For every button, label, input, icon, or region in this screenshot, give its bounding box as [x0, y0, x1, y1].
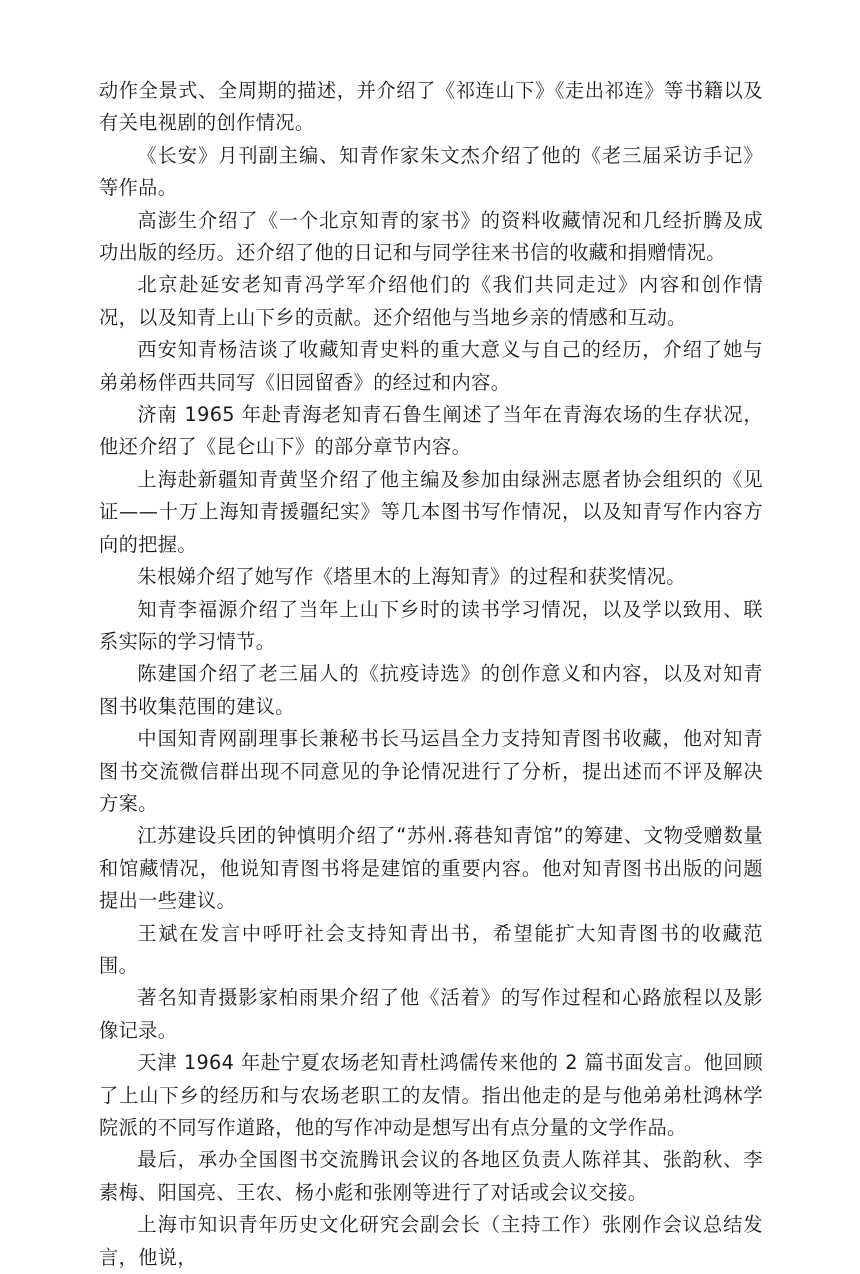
paragraph-14: 著名知青摄影家柏雨果介绍了他《活着》的写作过程和心路旅程以及影像记录。: [99, 986, 763, 1042]
document-body: [99, 75, 763, 1274]
paragraph-3: 高澎生介绍了《一个北京知青的家书》的资料收藏情况和几经折腾及成功出版的经历。还介绍了他的日记和与同学往来书信的收藏和捐赠情况。: [99, 208, 763, 265]
paragraph-13: 王斌在发言中呼吁社会支持知青出书，希望能扩大知青图书的收藏范围。: [99, 921, 763, 977]
paragraph-10: 陈建国介绍了老三届人的《抗疫诗选》的创作意义和内容，以及对知青图书收集范围的建议。: [99, 662, 763, 718]
paragraph-7: 上海赴新疆知青黄坚介绍了他主编及参加由绿洲志愿者协会组织的《见证——十万上海知青援疆纪实》等几本图书写作情况，以及知青写作内容方向的把握。: [99, 467, 763, 556]
paragraph-15: 天津 1964 年赴宁夏农场老知青杜鸿儒传来他的 2 篇书面发言。他回顾了上山下乡的经历和与农场老职工的友情。指出他走的是与他弟弟杜鸿林学院派的不同写作道路，他的写作冲动是想写出有点分量的文学作品。: [99, 1051, 763, 1139]
paragraph-1: 动作全景式、全周期的描述，并介绍了《祁连山下》《走出祁连》等书籍以及有关电视剧的创作情况。: [99, 79, 763, 135]
paragraph-4: 北京赴延安老知青冯学军介绍他们的《我们共同走过》内容和创作情况，以及知青上山下乡的贡献。还介绍他与当地乡亲的情感和互动。: [99, 273, 763, 329]
paragraph-6: 济南 1965 年赴青海老知青石鲁生阐述了当年在青海农场的生存状况，他还介绍了《昆仑山下》的部分章节内容。: [99, 403, 763, 459]
paragraph-9: 知青李福源介绍了当年上山下乡时的读书学习情况，以及学以致用、联系实际的学习情节。: [99, 597, 763, 653]
paragraph-8: 朱根娣介绍了她写作《塔里木的上海知青》的过程和获奖情况。: [137, 565, 686, 589]
paragraph-11: 中国知青网副理事长兼秘书长马运昌全力支持知青图书收藏，他对知青图书交流微信群出现不同意见的争论情况进行了分析，提出述而不评及解决方案。: [99, 727, 763, 815]
paragraph-5: 西安知青杨洁谈了收藏知青史料的重大意义与自己的经历，介绍了她与弟弟杨伴西共同写《旧园留香》的经过和内容。: [99, 338, 763, 394]
paragraph-2: 《长安》月刊副主编、知青作家朱文杰介绍了他的《老三届采访手记》等作品。: [99, 143, 763, 200]
paragraph-12: 江苏建设兵团的钟慎明介绍了“苏州.蒋巷知青馆”的筹建、文物受赠数量和馆藏情况，他说知青图书将是建馆的重要内容。他对知青图书出版的问题提出一些建议。: [99, 824, 763, 913]
paragraph-17: 上海市知识青年历史文化研究会副会长（主持工作）张刚作会议总结发言，他说，: [99, 1213, 763, 1269]
paragraph-16: 最后，承办全国图书交流腾讯会议的各地区负责人陈祥其、张韵秋、李素梅、阳国亮、王农、杨小彪和张刚等进行了对话或会议交接。: [99, 1148, 763, 1204]
